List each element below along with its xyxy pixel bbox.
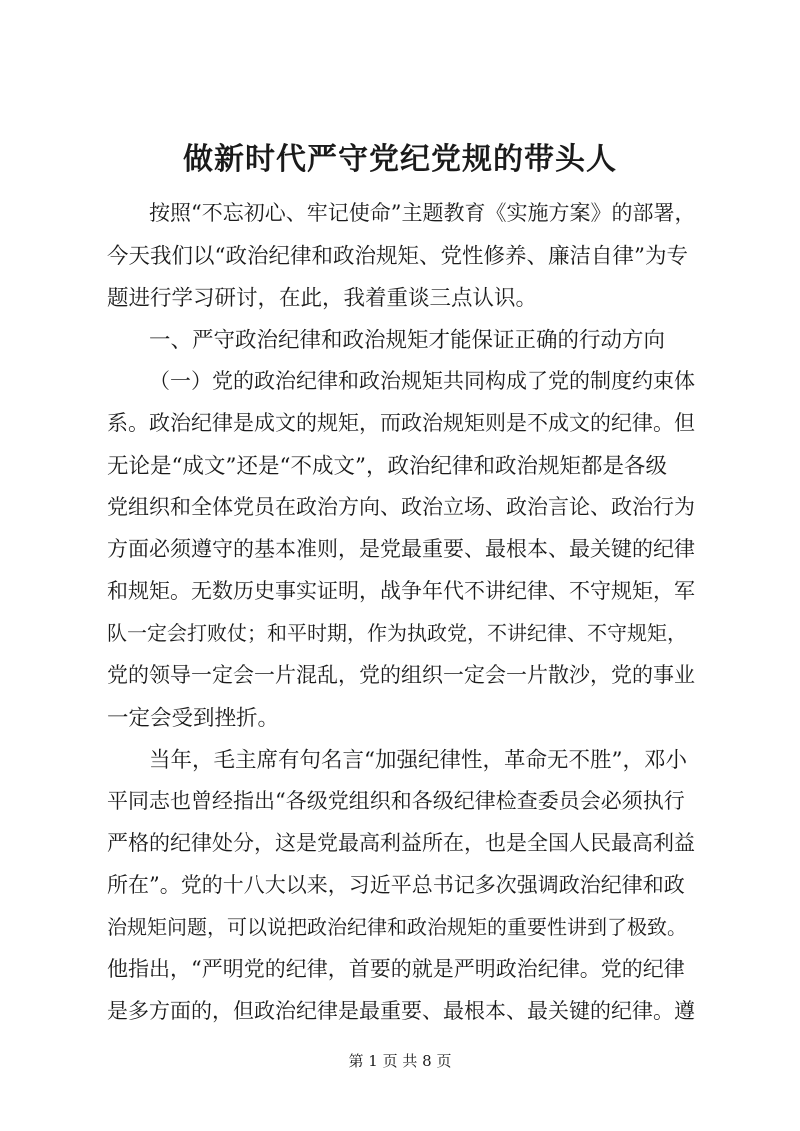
paragraph-line: 他指出，“严明党的纪律，首要的就是严明政治纪律。党的纪律 [107,957,685,981]
paragraph-line: 治规矩问题，可以说把政治纪律和政治规矩的重要性讲到了极致。 [107,915,687,939]
page-footer: 第 1 页 共 8 页 [348,1052,452,1070]
paragraph-line: 今天我们以“政治纪律和政治规矩、党性修养、廉洁自律”为专 [107,244,688,269]
paragraph-line: 方面必须遵守的基本准则，是党最重要、最根本、最关键的纪律 [107,537,695,561]
section-heading: 一、严守政治纪律和政治规矩才能保证正确的行动方向 [149,328,666,353]
paragraph-line: 和规矩。无数历史事实证明，战争年代不讲纪律、不守规矩，军 [107,579,695,603]
document-title: 做新时代严守党纪党规的带头人 [183,142,617,177]
paragraph-line: 是多方面的，但政治纪律是最重要、最根本、最关键的纪律。遵 [107,999,695,1023]
paragraph-line: 队一定会打败仗；和平时期，作为执政党，不讲纪律、不守规矩， [107,621,687,645]
paragraph-line: 按照“不忘初心、牢记使命”主题教育《实施方案》的部署， [149,201,696,225]
paragraph-line: 一定会受到挫折。 [107,706,280,731]
paragraph-line: 当年，毛主席有句名言“加强纪律性，革命无不胜”，邓小 [149,748,687,773]
paragraph-line: （一）党的政治纪律和政治规矩共同构成了党的制度约束体 [149,369,695,393]
paragraph-line: 党组织和全体党员在政治方向、政治立场、政治言论、政治行为 [107,495,695,519]
paragraph-line: 无论是“成文”还是“不成文”，政治纪律和政治规矩都是各级 [107,454,667,479]
paragraph-line: 所在”。党的十八大以来，习近平总书记多次强调政治纪律和政 [107,873,685,897]
paragraph-line: 严格的纪律处分，这是党最高利益所在，也是全国人民最高利益 [107,831,695,855]
paragraph-line: 题进行学习研讨，在此，我着重谈三点认识。 [107,286,538,311]
paragraph-line: 平同志也曾经指出“各级党组织和各级纪律检查委员会必须执行 [107,789,685,813]
paragraph-line: 党的领导一定会一片混乱，党的组织一定会一片散沙，党的事业 [107,663,695,687]
paragraph-line: 系。政治纪律是成文的规矩，而政治规矩则是不成文的纪律。但 [107,411,695,435]
